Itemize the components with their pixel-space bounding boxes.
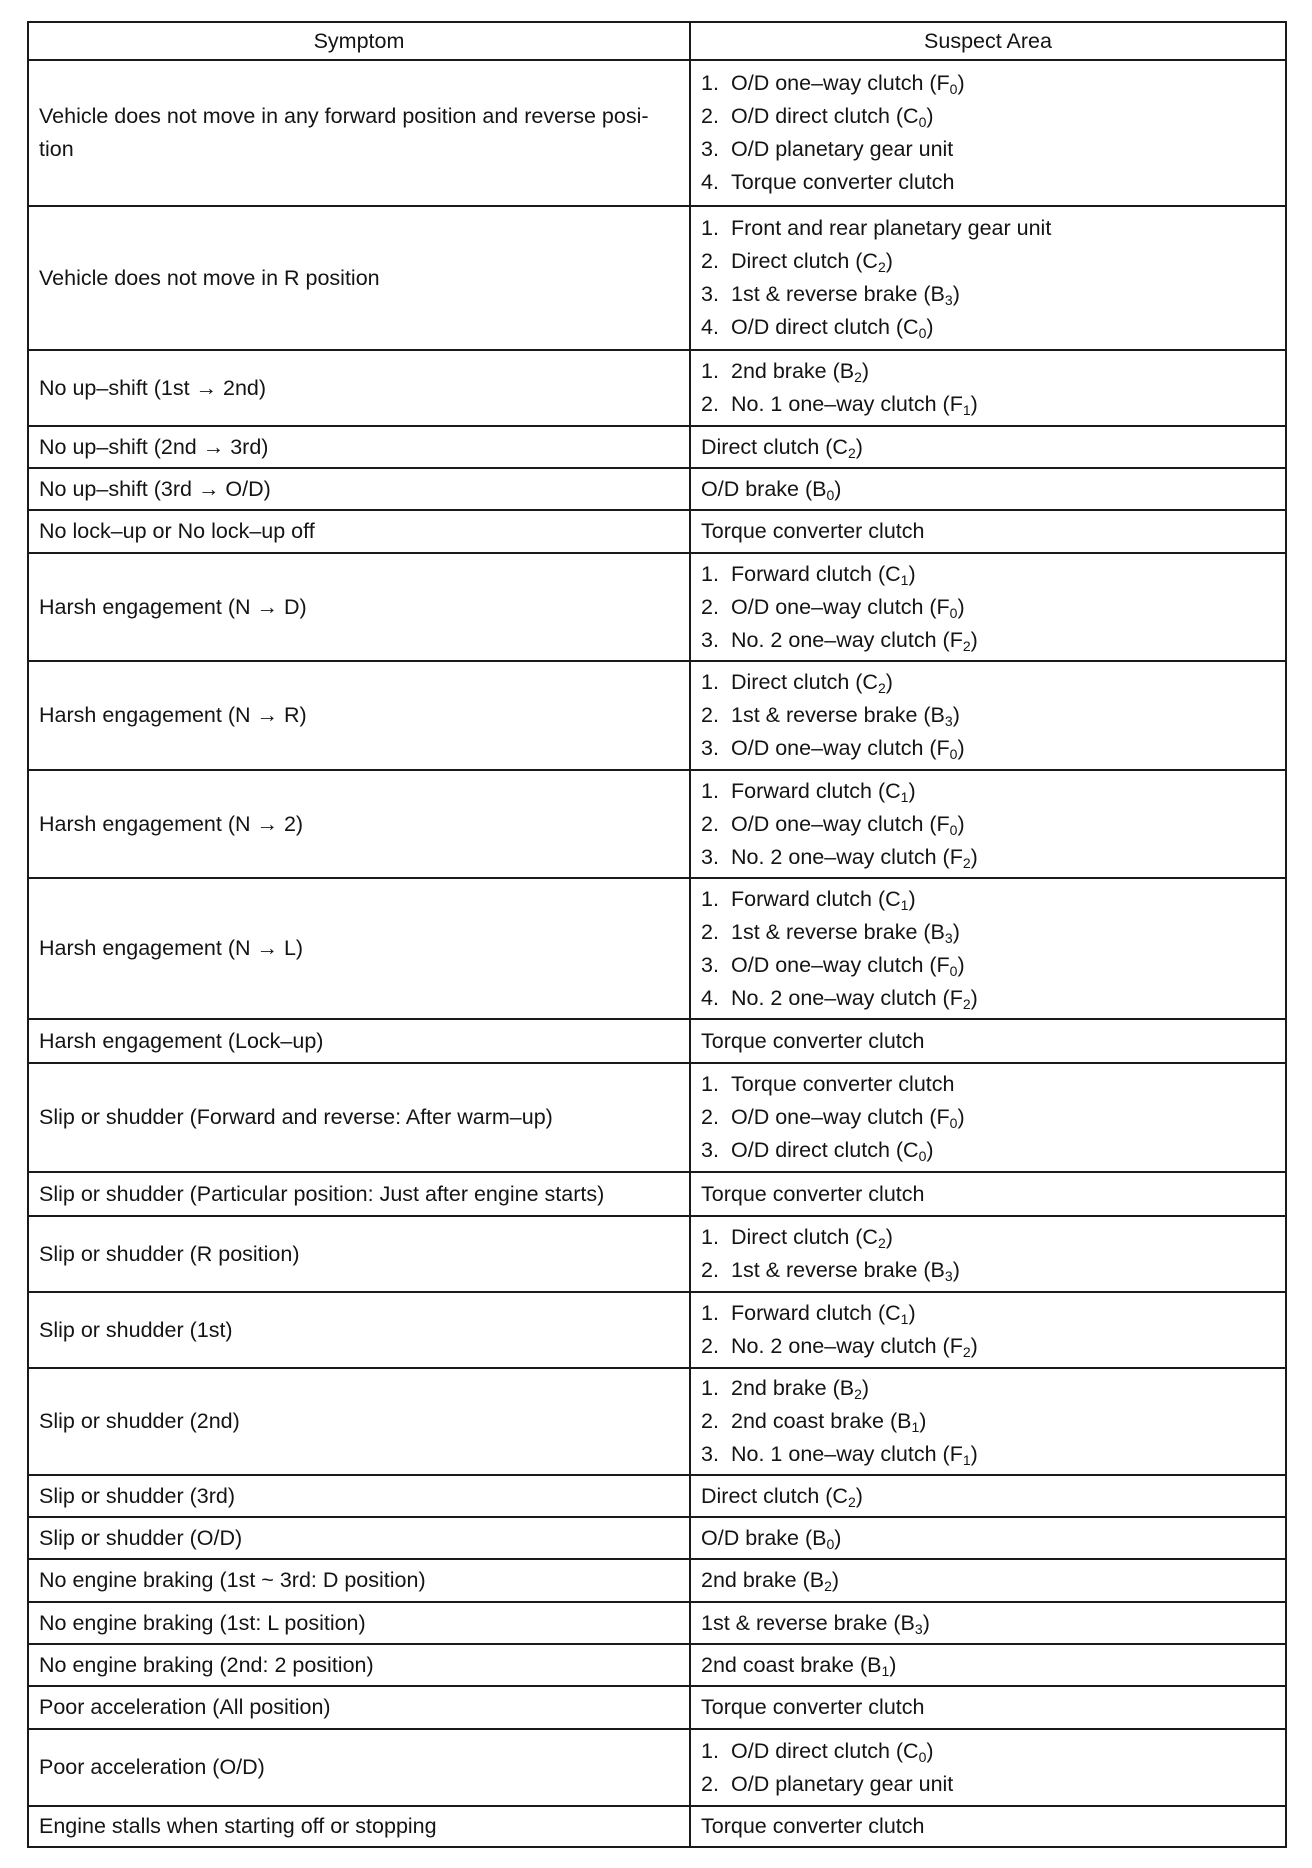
item-subscript: 2 <box>854 369 862 385</box>
item-subscript: 0 <box>826 486 835 503</box>
item-text: Torque converter clutch <box>731 1072 955 1096</box>
table-row <box>28 468 1286 510</box>
suspect-item <box>701 133 1275 166</box>
table-row <box>28 1686 1286 1729</box>
suspect-item <box>701 431 1275 464</box>
item-text-end: ) <box>970 627 978 652</box>
table-row <box>28 770 1286 878</box>
item-text: Torque converter clutch <box>701 519 925 543</box>
item-subscript: 1 <box>900 896 909 913</box>
item-text-end: ) <box>855 1483 863 1508</box>
item-subscript: 2 <box>962 995 971 1012</box>
item-text: No. 1 one–way clutch (F <box>731 1442 963 1466</box>
suspect-item <box>701 1372 1275 1405</box>
suspect-item <box>701 883 1275 916</box>
suspect-area-cell <box>690 1644 1286 1686</box>
document-page <box>27 21 1285 1848</box>
symptom-cell: Harsh engagement (N → 2) <box>28 770 690 878</box>
symptom-cell: No lock–up or No lock–up off <box>28 510 690 553</box>
item-subscript: 0 <box>949 746 958 762</box>
suspect-area-cell <box>690 1063 1286 1172</box>
suspect-item <box>701 1405 1275 1438</box>
table-row <box>28 206 1286 350</box>
item-subscript: 0 <box>949 81 958 97</box>
suspect-item <box>701 1178 1275 1211</box>
suspect-item <box>701 1810 1275 1843</box>
suspect-item <box>701 1330 1275 1363</box>
item-text-end: ) <box>831 1568 840 1592</box>
item-text: Torque converter clutch <box>701 1814 925 1838</box>
table-row <box>28 1292 1286 1368</box>
suspect-item <box>701 166 1275 199</box>
item-text: Torque converter clutch <box>701 1695 925 1719</box>
symptom-cell: Harsh engagement (N → R) <box>28 661 690 770</box>
item-number: 3. <box>701 282 719 306</box>
item-number: 2. <box>701 392 719 416</box>
item-text: No. 2 one–way clutch (F <box>731 627 963 652</box>
table-row <box>28 1063 1286 1172</box>
suspect-item <box>701 1607 1275 1640</box>
symptom-cell: Harsh engagement (N → L) <box>28 878 690 1019</box>
suspect-item <box>701 916 1275 949</box>
table-row <box>28 878 1286 1019</box>
item-subscript: 3 <box>944 929 953 946</box>
item-number: 1. <box>701 1072 719 1096</box>
table-row <box>28 1644 1286 1686</box>
item-subscript: 1 <box>881 1662 890 1679</box>
table-row <box>28 350 1286 426</box>
suspect-item <box>701 1134 1275 1167</box>
table-row <box>28 553 1286 661</box>
table-row <box>28 1806 1286 1847</box>
item-number: 4. <box>701 315 719 339</box>
suspect-area-cell <box>690 770 1286 878</box>
suspect-area-cell <box>690 468 1286 510</box>
suspect-area-cell <box>690 206 1286 350</box>
item-text-end: ) <box>889 1652 897 1677</box>
symptom-cell: Slip or shudder (Particular position: Just after engine starts) <box>28 1172 690 1216</box>
suspect-item <box>701 1522 1275 1555</box>
item-text: Front and rear planetary gear unit <box>731 216 1052 240</box>
symptom-cell: Vehicle does not move in R position <box>28 206 690 350</box>
item-number: 1. <box>701 1376 719 1400</box>
suspect-item <box>701 1649 1275 1682</box>
item-text-end: ) <box>922 1610 930 1635</box>
item-subscript: 0 <box>918 114 927 130</box>
suspect-item <box>701 1101 1275 1134</box>
header-row <box>28 22 1286 60</box>
item-text: Torque converter clutch <box>701 1181 925 1206</box>
symptom-cell: No engine braking (1st: L position) <box>28 1602 690 1644</box>
item-text-end: ) <box>926 104 934 128</box>
item-text: 2nd coast brake (B <box>701 1652 882 1677</box>
item-subscript: 0 <box>826 1535 835 1552</box>
item-text: O/D one–way clutch (F <box>731 952 950 977</box>
item-text: O/D one–way clutch (F <box>731 736 950 760</box>
suspect-area-cell <box>690 1602 1286 1644</box>
suspect-area-cell <box>690 426 1286 468</box>
item-text: Forward clutch (C <box>731 561 901 586</box>
table-row <box>28 426 1286 468</box>
suspect-item <box>701 775 1275 808</box>
table-row <box>28 1602 1286 1644</box>
suspect-item <box>701 1254 1275 1287</box>
suspect-item <box>701 624 1275 657</box>
table-body <box>28 60 1286 1847</box>
item-number: 1. <box>701 778 719 803</box>
suspect-item <box>701 1068 1275 1101</box>
item-number: 3. <box>701 844 719 869</box>
symptom-cell: Slip or shudder (Forward and reverse: After warm–up) <box>28 1063 690 1172</box>
symptom-cell: No engine braking (2nd: 2 position) <box>28 1644 690 1686</box>
item-text-end: ) <box>855 434 863 459</box>
item-subscript: 2 <box>847 1493 856 1510</box>
table-row <box>28 1729 1286 1806</box>
symptom-cell: No up–shift (3rd → O/D) <box>28 468 690 510</box>
item-text-end: ) <box>970 392 978 416</box>
suspect-item <box>701 245 1275 278</box>
symptom-cell: Harsh engagement (Lock–up) <box>28 1019 690 1063</box>
item-text-end: ) <box>957 952 965 977</box>
suspect-area-cell <box>690 1292 1286 1368</box>
item-subscript: 3 <box>944 1268 953 1284</box>
item-subscript: 1 <box>911 1419 920 1435</box>
suspect-area-header: Suspect Area <box>690 22 1286 60</box>
item-text-end: ) <box>834 476 842 501</box>
item-number: 1. <box>701 886 719 911</box>
suspect-item <box>701 1735 1275 1768</box>
item-number: 2. <box>701 919 719 944</box>
symptom-cell: Vehicle does not move in any forward position and reverse posi- tion <box>28 60 690 206</box>
item-text: 2nd brake (B <box>701 1568 825 1592</box>
table-row <box>28 661 1286 770</box>
item-subscript: 2 <box>962 1344 971 1360</box>
item-text: No. 2 one–way clutch (F <box>731 1334 963 1358</box>
item-subscript: 0 <box>949 604 958 621</box>
item-number: 2. <box>701 1334 719 1358</box>
item-number: 4. <box>701 985 719 1010</box>
item-text: O/D planetary gear unit <box>731 1771 954 1796</box>
item-text: 2nd brake (B <box>731 359 855 383</box>
symptom-cell: Engine stalls when starting off or stopping <box>28 1806 690 1847</box>
item-text: Torque converter clutch <box>701 1028 925 1053</box>
suspect-item <box>701 1691 1275 1724</box>
item-text-end: ) <box>861 359 870 383</box>
suspect-item <box>701 278 1275 311</box>
symptom-cell: Poor acceleration (All position) <box>28 1686 690 1729</box>
suspect-item <box>701 699 1275 732</box>
item-number: 4. <box>701 170 719 194</box>
item-text: Forward clutch (C <box>731 1301 901 1325</box>
item-number: 1. <box>701 1738 719 1763</box>
item-number: 3. <box>701 1442 719 1466</box>
troubleshooting-table <box>27 21 1287 1848</box>
item-number: 2. <box>701 1409 719 1433</box>
suspect-area-cell <box>690 1475 1286 1517</box>
symptom-cell: Poor acceleration (O/D) <box>28 1729 690 1806</box>
item-text: O/D one–way clutch (F <box>731 594 950 619</box>
item-text: 2nd brake (B <box>731 1376 855 1400</box>
suspect-item <box>701 100 1275 133</box>
item-text-end: ) <box>926 315 934 339</box>
item-text-end: ) <box>885 249 893 273</box>
item-subscript: 0 <box>918 1148 927 1164</box>
item-text-end: ) <box>970 1334 978 1358</box>
suspect-item <box>701 591 1275 624</box>
item-number: 3. <box>701 736 719 760</box>
item-text: 1st & reverse brake (B <box>731 703 945 727</box>
item-number: 2. <box>701 594 719 619</box>
suspect-item <box>701 1480 1275 1513</box>
item-text-end: ) <box>908 561 916 586</box>
symptom-cell: Slip or shudder (O/D) <box>28 1517 690 1559</box>
item-subscript: 2 <box>877 680 886 696</box>
suspect-item <box>701 982 1275 1015</box>
item-text: Direct clutch (C <box>731 249 878 273</box>
table-row <box>28 1019 1286 1063</box>
item-text-end: ) <box>834 1525 842 1550</box>
item-number: 2. <box>701 1258 719 1282</box>
item-text-end: ) <box>957 736 965 760</box>
suspect-area-cell <box>690 1368 1286 1475</box>
item-text: Direct clutch (C <box>701 434 848 459</box>
item-subscript: 1 <box>900 571 909 588</box>
item-text-end: ) <box>908 778 916 803</box>
item-number: 1. <box>701 71 719 95</box>
item-text: No. 1 one–way clutch (F <box>731 392 963 416</box>
suspect-item <box>701 473 1275 506</box>
item-text: 1st & reverse brake (B <box>701 1610 915 1635</box>
item-number: 1. <box>701 1301 719 1325</box>
suspect-area-cell <box>690 60 1286 206</box>
suspect-item <box>701 841 1275 874</box>
item-text-end: ) <box>970 844 978 869</box>
suspect-area-cell <box>690 661 1286 770</box>
item-subscript: 3 <box>944 713 953 729</box>
item-text-end: ) <box>952 919 960 944</box>
item-subscript: 1 <box>962 402 971 418</box>
item-text-end: ) <box>926 1738 934 1763</box>
item-text: O/D direct clutch (C <box>731 1138 919 1162</box>
suspect-area-cell <box>690 1517 1286 1559</box>
item-text: 2nd coast brake (B <box>731 1409 912 1433</box>
item-subscript: 1 <box>900 788 909 805</box>
item-subscript: 0 <box>949 962 958 979</box>
item-text-end: ) <box>926 1138 934 1162</box>
item-text: O/D brake (B <box>701 1525 827 1550</box>
item-text: Torque converter clutch <box>731 170 955 194</box>
item-text: O/D brake (B <box>701 476 827 501</box>
suspect-area-cell <box>690 1686 1286 1729</box>
suspect-item <box>701 388 1275 421</box>
item-text: Direct clutch (C <box>701 1483 848 1508</box>
item-number: 3. <box>701 137 719 161</box>
symptom-cell: Harsh engagement (N → D) <box>28 553 690 661</box>
item-text-end: ) <box>952 1258 960 1282</box>
item-subscript: 1 <box>900 1311 909 1327</box>
symptom-cell: No up–shift (2nd → 3rd) <box>28 426 690 468</box>
item-number: 1. <box>701 670 719 694</box>
item-subscript: 2 <box>962 637 971 654</box>
suspect-item <box>701 212 1275 245</box>
suspect-area-cell <box>690 1729 1286 1806</box>
item-text-end: ) <box>957 811 965 836</box>
item-text: Direct clutch (C <box>731 1225 878 1249</box>
suspect-item <box>701 808 1275 841</box>
item-text-end: ) <box>919 1409 927 1433</box>
item-subscript: 2 <box>877 1235 886 1251</box>
symptom-cell: No engine braking (1st ~ 3rd: D position) <box>28 1559 690 1602</box>
item-text-end: ) <box>957 1105 965 1129</box>
item-number: 1. <box>701 1225 719 1249</box>
item-subscript: 0 <box>918 1748 927 1765</box>
item-text: O/D direct clutch (C <box>731 315 919 339</box>
suspect-item <box>701 666 1275 699</box>
table-row <box>28 1559 1286 1602</box>
symptom-cell: Slip or shudder (3rd) <box>28 1475 690 1517</box>
item-text: O/D one–way clutch (F <box>731 1105 950 1129</box>
symptom-cell: Slip or shudder (1st) <box>28 1292 690 1368</box>
suspect-item <box>701 311 1275 344</box>
suspect-item <box>701 949 1275 982</box>
suspect-area-cell <box>690 878 1286 1019</box>
table-row <box>28 1517 1286 1559</box>
suspect-item <box>701 1025 1275 1058</box>
suspect-area-cell <box>690 1216 1286 1292</box>
item-subscript: 2 <box>854 1386 862 1402</box>
item-text: No. 2 one–way clutch (F <box>731 985 963 1010</box>
symptom-cell: No up–shift (1st → 2nd) <box>28 350 690 426</box>
suspect-area-cell <box>690 1172 1286 1216</box>
symptom-cell: Slip or shudder (2nd) <box>28 1368 690 1475</box>
item-number: 1. <box>701 359 719 383</box>
item-number: 2. <box>701 811 719 836</box>
item-subscript: 2 <box>824 1578 832 1594</box>
item-subscript: 2 <box>877 259 886 275</box>
item-text: O/D direct clutch (C <box>731 1738 919 1763</box>
item-subscript: 2 <box>962 854 971 871</box>
item-text: No. 2 one–way clutch (F <box>731 844 963 869</box>
suspect-item <box>701 732 1275 765</box>
item-text-end: ) <box>957 71 965 95</box>
suspect-item <box>701 515 1275 548</box>
item-number: 3. <box>701 952 719 977</box>
table-row <box>28 1172 1286 1216</box>
item-number: 1. <box>701 561 719 586</box>
suspect-item <box>701 1768 1275 1801</box>
table-row <box>28 1216 1286 1292</box>
suspect-item <box>701 1221 1275 1254</box>
table-row <box>28 510 1286 553</box>
item-text: O/D planetary gear unit <box>731 137 954 161</box>
item-subscript: 1 <box>962 1452 971 1468</box>
item-subscript: 0 <box>949 1115 958 1131</box>
item-text-end: ) <box>908 886 916 911</box>
item-text-end: ) <box>885 1225 893 1249</box>
item-text-end: ) <box>970 1442 978 1466</box>
suspect-area-cell <box>690 1019 1286 1063</box>
item-number: 3. <box>701 1138 719 1162</box>
item-text-end: ) <box>970 985 978 1010</box>
item-text-end: ) <box>908 1301 916 1325</box>
item-text: Direct clutch (C <box>731 670 878 694</box>
symptom-cell: Slip or shudder (R position) <box>28 1216 690 1292</box>
item-text-end: ) <box>861 1376 870 1400</box>
item-text: 1st & reverse brake (B <box>731 1258 945 1282</box>
item-number: 2. <box>701 104 719 128</box>
suspect-area-cell <box>690 553 1286 661</box>
item-text: O/D one–way clutch (F <box>731 811 950 836</box>
item-number: 3. <box>701 627 719 652</box>
symptom-header: Symptom <box>28 22 690 60</box>
suspect-item <box>701 355 1275 388</box>
item-number: 1. <box>701 216 719 240</box>
suspect-item <box>701 1564 1275 1597</box>
item-text-end: ) <box>952 703 960 727</box>
table-row <box>28 60 1286 206</box>
item-number: 2. <box>701 703 719 727</box>
table-row <box>28 1368 1286 1475</box>
suspect-item <box>701 1297 1275 1330</box>
item-text: 1st & reverse brake (B <box>731 282 945 306</box>
item-subscript: 2 <box>847 444 856 461</box>
item-text-end: ) <box>952 282 960 306</box>
suspect-item <box>701 558 1275 591</box>
suspect-item <box>701 1438 1275 1471</box>
item-subscript: 0 <box>918 325 927 341</box>
item-text: 1st & reverse brake (B <box>731 919 945 944</box>
item-subscript: 3 <box>944 292 953 308</box>
item-text: Forward clutch (C <box>731 886 901 911</box>
item-number: 2. <box>701 1105 719 1129</box>
suspect-area-cell <box>690 350 1286 426</box>
suspect-area-cell <box>690 1559 1286 1602</box>
table-row <box>28 1475 1286 1517</box>
suspect-item <box>701 67 1275 100</box>
item-subscript: 3 <box>914 1620 923 1637</box>
item-text-end: ) <box>957 594 965 619</box>
suspect-area-cell <box>690 510 1286 553</box>
item-text: O/D direct clutch (C <box>731 104 919 128</box>
item-subscript: 0 <box>949 821 958 838</box>
item-text: O/D one–way clutch (F <box>731 71 950 95</box>
item-number: 2. <box>701 249 719 273</box>
suspect-area-cell <box>690 1806 1286 1847</box>
item-number: 2. <box>701 1771 719 1796</box>
item-text-end: ) <box>885 670 893 694</box>
item-text: Forward clutch (C <box>731 778 901 803</box>
